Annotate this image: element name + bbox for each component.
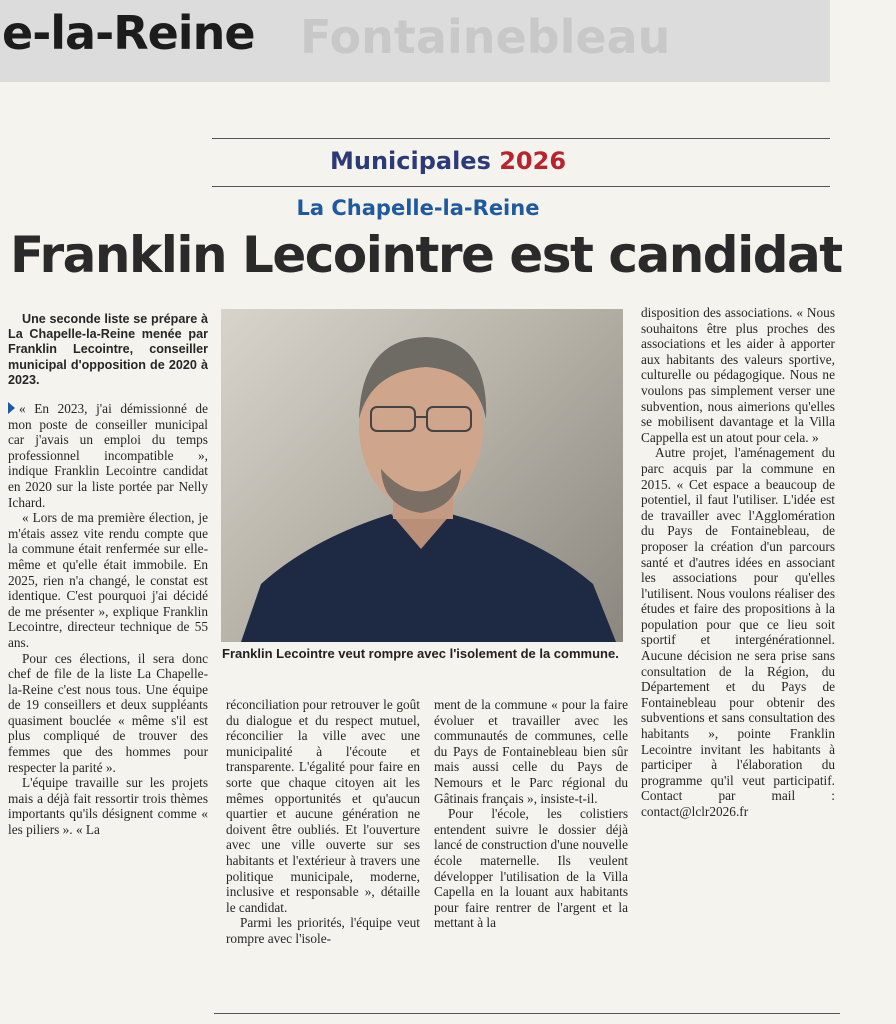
- paragraph: ment de la commune « pour la faire évoluer et travailler avec les communautés de communes, celle du Pays de Fontainebleau bien sûr mais aussi celle du Pays de Nemours et le Parc régional du Gâtinais français », insiste-t-il.: [434, 697, 628, 806]
- banner-title: e-la-Reine: [2, 6, 255, 60]
- column-1: [8, 312, 208, 838]
- bottom-rule: [214, 1013, 840, 1014]
- top-rule: [212, 138, 830, 139]
- bullet-icon: [8, 402, 15, 414]
- kicker-label: Municipales: [329, 147, 491, 175]
- column-4: [641, 305, 835, 820]
- paragraph: Pour l'école, les colistiers entendent suivre le dossier déjà lancé de construction d'une nouvelle école maternelle. Ils veulent développer l'utilisation de la Villa Capella en la louant aux habitants pour faire rentrer de l'argent et la mettant à la: [434, 806, 628, 931]
- section-banner: [0, 0, 830, 82]
- paragraph: Parmi les priorités, l'équipe veut rompre avec l'isole-: [226, 915, 420, 946]
- photo-caption: Franklin Lecointre veut rompre avec l'isolement de la commune.: [222, 646, 619, 661]
- kicker: [0, 147, 896, 175]
- paragraph: réconciliation pour retrouver le goût du dialogue et du respect mutuel, réconcilier la ville avec une municipalité à l'écoute et transparente. L'égalité pour faire en sorte que chaque citoyen ait les mêmes opportunités et qu'aucun quartier et aucune génération ne doivent être oubliés. Et l'ouverture avec une ville ouverte sur ses habitants et l'extérieur à travers une politique municipale, moderne, inclusive et responsable », détaille le candidat.: [226, 697, 420, 915]
- portrait-illustration: [221, 309, 623, 642]
- candidate-photo: [221, 309, 623, 642]
- kicker-year: 2026: [499, 147, 567, 175]
- paragraph-text: « En 2023, j'ai démissionné de mon poste de conseiller municipal car j'avais un emploi du temps professionnel incompatible », indique Franklin Lecointre candidat en 2020 sur la liste portée par Nelly Ichard.: [8, 401, 208, 510]
- headline: Franklin Lecointre est candidat: [10, 226, 842, 284]
- paragraph: L'équipe travaille sur les projets mais a déjà fait ressortir trois thèmes importants qu'ils désignent comme « les piliers ». « La: [8, 775, 208, 838]
- kicker-rule: [212, 186, 830, 187]
- column-3: [434, 697, 628, 931]
- paragraph: disposition des associations. « Nous souhaitons être plus proches des associations et les aider à apporter aux habitants des valeurs sportive, culturelle ou pédagogique. Nous ne voulons pas simplement verser une subvention, nous aimerions qu'elles se mobilisent davantage et la Villa Cappella est un atout pour cela. »: [641, 305, 835, 445]
- paragraph: [8, 401, 208, 510]
- column-2: [226, 697, 420, 947]
- paragraph: « Lors de ma première élection, je m'étais assez vite rendu compte que la commune était renfermée sur elle-même et qu'elle était immobile. En 2025, rien n'a changé, le constat est identique. C'est pourquoi j'ai décidé de me présenter », explique Franklin Lecointre, directeur technique de 55 ans.: [8, 510, 208, 650]
- paragraph: Autre projet, l'aménagement du parc acquis par la commune en 2015. « Cet espace a beaucoup de potentiel, il faut l'utiliser. L'idée est de travailler avec l'Agglomération du Pays de Fontainebleau, de proposer la création d'un parcours santé et d'autres idées en associant les associations pour qu'elles l'utilisent. Nous voulons réaliser des études et faire des propositions à la population pour que ce lieu soit sportif et intergénérationnel. Aucune décision ne sera prise sans consultation de la Région, du Département et du Pays de Fontainebleau pour obtenir des subventions et sans consultation des habitants », pointe Franklin Lecointre invitant les habitants à participer à l'élaboration du programme qu'il veut participatif. Contact par mail : contact@lclr2026.fr: [641, 445, 835, 819]
- banner-ghost-text: Fontainebleau: [300, 10, 671, 64]
- lead-paragraph: Une seconde liste se prépare à La Chapelle-la-Reine menée par Franklin Lecointre, conseiller municipal d'opposition de 2020 à 2023.: [8, 312, 208, 387]
- location-label: La Chapelle-la-Reine: [296, 196, 540, 220]
- paragraph: Pour ces élections, il sera donc chef de file de la liste La Chapelle-la-Reine c'est nous tous. Une équipe de 19 conseillers et deux suppléants quasiment bouclée « même s'il est plus compliqué de trouver des femmes que des hommes pour respecter la parité ».: [8, 650, 208, 775]
